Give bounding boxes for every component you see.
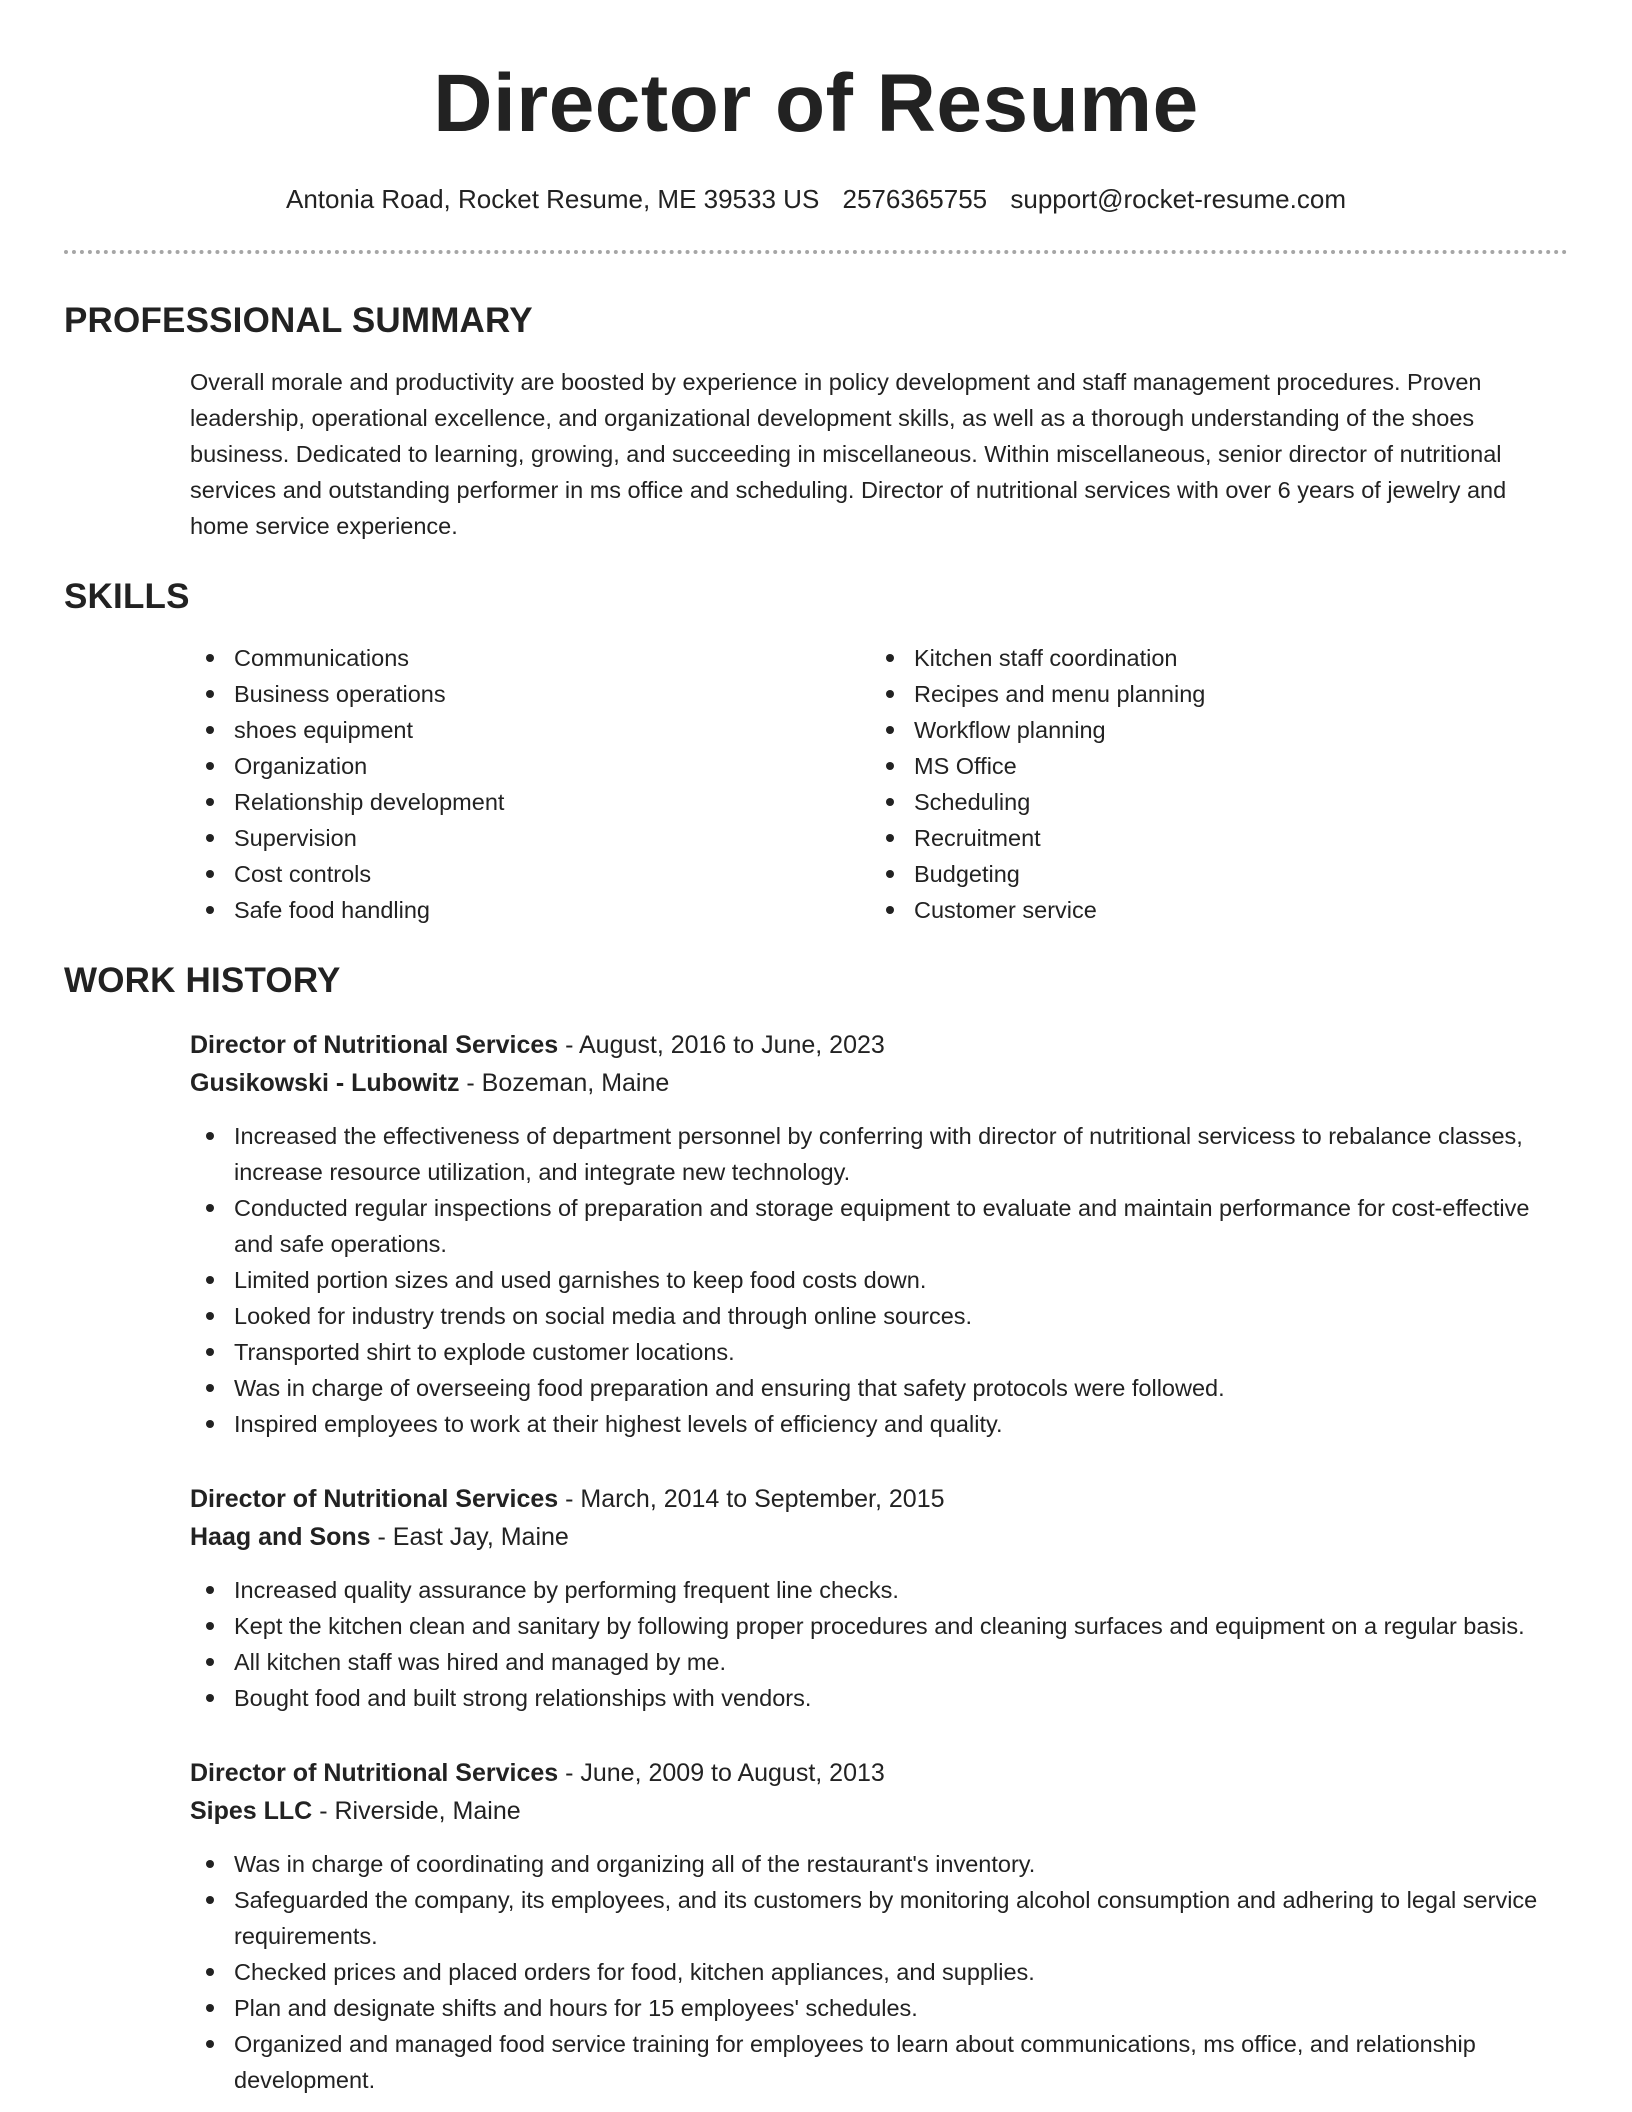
skill-item: Communications <box>190 640 870 676</box>
skills-columns <box>190 640 1568 928</box>
job-duty-item: Inspired employees to work at their highest levels of efficiency and quality. <box>190 1406 1568 1442</box>
header-divider <box>64 250 1568 254</box>
skill-item: Business operations <box>190 676 870 712</box>
job-duty-item: All kitchen staff was hired and managed by me. <box>190 1644 1568 1680</box>
job-dates: - June, 2009 to August, 2013 <box>558 1759 885 1787</box>
job-duty-item: Conducted regular inspections of preparation and storage equipment to evaluate and maintain performance for cost-effective and safe operations. <box>190 1190 1568 1262</box>
contact-email: support@rocket-resume.com <box>1010 184 1346 214</box>
job-company: Sipes LLC <box>190 1797 313 1825</box>
job-position: Director of Nutritional Services <box>190 1759 559 1787</box>
job-company: Haag and Sons <box>190 1523 371 1551</box>
skills-section <box>64 576 1568 928</box>
skill-item: Workflow planning <box>870 712 1550 748</box>
skill-item: Supervision <box>190 820 870 856</box>
job-duties <box>190 1118 1568 1442</box>
summary-text: Overall morale and productivity are boosted by experience in policy development and staff management procedures. Proven leadership, operational excellence, and organizational development skills, as well as a thorough understanding of the shoes business. Dedicated to learning, growing, and succeeding in miscellaneous. Within miscellaneous, senior director of nutritional services and outstanding performer in ms office and scheduling. Director of nutritional services with over 6 years of jewelry and home service experience. <box>190 369 1507 539</box>
job-location: - East Jay, Maine <box>370 1523 569 1551</box>
job-duty-item: Safeguarded the company, its employees, and its customers by monitoring alcohol consumption and adhering to legal service requirements. <box>190 1882 1568 1954</box>
job-company-line <box>190 1518 1568 1556</box>
skill-item: shoes equipment <box>190 712 870 748</box>
job-company: Gusikowski - Lubowitz <box>190 1069 460 1097</box>
work-history-title: WORK HISTORY <box>64 961 341 1000</box>
skills-left-column <box>190 640 870 928</box>
job-duty-item: Plan and designate shifts and hours for 15 employees' schedules. <box>190 1990 1568 2026</box>
job-duty-item: Increased the effectiveness of department personnel by conferring with director of nutritional servicess to rebalance classes, increase resource utilization, and integrate new technology. <box>190 1118 1568 1190</box>
skill-item: Budgeting <box>870 856 1550 892</box>
skill-item: Organization <box>190 748 870 784</box>
job-duty-item: Was in charge of coordinating and organizing all of the restaurant's inventory. <box>190 1846 1568 1882</box>
job-position: Director of Nutritional Services <box>190 1485 559 1513</box>
candidate-name: Director of Resume <box>433 58 1199 149</box>
job-entry <box>190 1754 1568 2098</box>
job-duty-item: Organized and managed food service training for employees to learn about communications, ms office, and relationship development. <box>190 2026 1568 2098</box>
job-duty-item: Limited portion sizes and used garnishes to keep food costs down. <box>190 1262 1568 1298</box>
summary-title: PROFESSIONAL SUMMARY <box>64 301 533 340</box>
contact-address: Antonia Road, Rocket Resume, ME 39533 US <box>286 184 820 214</box>
work-history-section <box>64 960 1568 2098</box>
job-title-line <box>190 1026 1568 1064</box>
job-company-line <box>190 1792 1568 1830</box>
skill-item: Safe food handling <box>190 892 870 928</box>
skill-item: MS Office <box>870 748 1550 784</box>
job-position: Director of Nutritional Services <box>190 1031 559 1059</box>
job-duty-item: Increased quality assurance by performing frequent line checks. <box>190 1572 1568 1608</box>
contact-phone: 2576365755 <box>842 184 988 214</box>
contact-line <box>64 182 1568 216</box>
job-dates: - March, 2014 to September, 2015 <box>558 1485 945 1513</box>
job-duty-item: Looked for industry trends on social media and through online sources. <box>190 1298 1568 1334</box>
job-duty-item: Was in charge of overseeing food preparation and ensuring that safety protocols were followed. <box>190 1370 1568 1406</box>
skill-item: Recipes and menu planning <box>870 676 1550 712</box>
skill-item: Kitchen staff coordination <box>870 640 1550 676</box>
skills-title: SKILLS <box>64 577 190 616</box>
skill-item: Customer service <box>870 892 1550 928</box>
skill-item: Cost controls <box>190 856 870 892</box>
job-duty-item: Bought food and built strong relationships with vendors. <box>190 1680 1568 1716</box>
job-duty-item: Transported shirt to explode customer locations. <box>190 1334 1568 1370</box>
job-duty-item: Checked prices and placed orders for food, kitchen appliances, and supplies. <box>190 1954 1568 1990</box>
job-duty-item: Kept the kitchen clean and sanitary by following proper procedures and cleaning surfaces and equipment on a regular basis. <box>190 1608 1568 1644</box>
resume-header <box>64 0 1568 254</box>
job-entry <box>190 1480 1568 1716</box>
skill-item: Scheduling <box>870 784 1550 820</box>
job-entry <box>190 1026 1568 1442</box>
job-location: - Riverside, Maine <box>312 1797 521 1825</box>
skills-right-column <box>870 640 1550 928</box>
job-title-line <box>190 1754 1568 1792</box>
skill-item: Recruitment <box>870 820 1550 856</box>
job-company-line <box>190 1064 1568 1102</box>
job-duties <box>190 1572 1568 1716</box>
summary-section <box>64 300 1568 544</box>
skill-item: Relationship development <box>190 784 870 820</box>
job-duties <box>190 1846 1568 2098</box>
job-title-line <box>190 1480 1568 1518</box>
job-dates: - August, 2016 to June, 2023 <box>558 1031 885 1059</box>
job-location: - Bozeman, Maine <box>459 1069 670 1097</box>
